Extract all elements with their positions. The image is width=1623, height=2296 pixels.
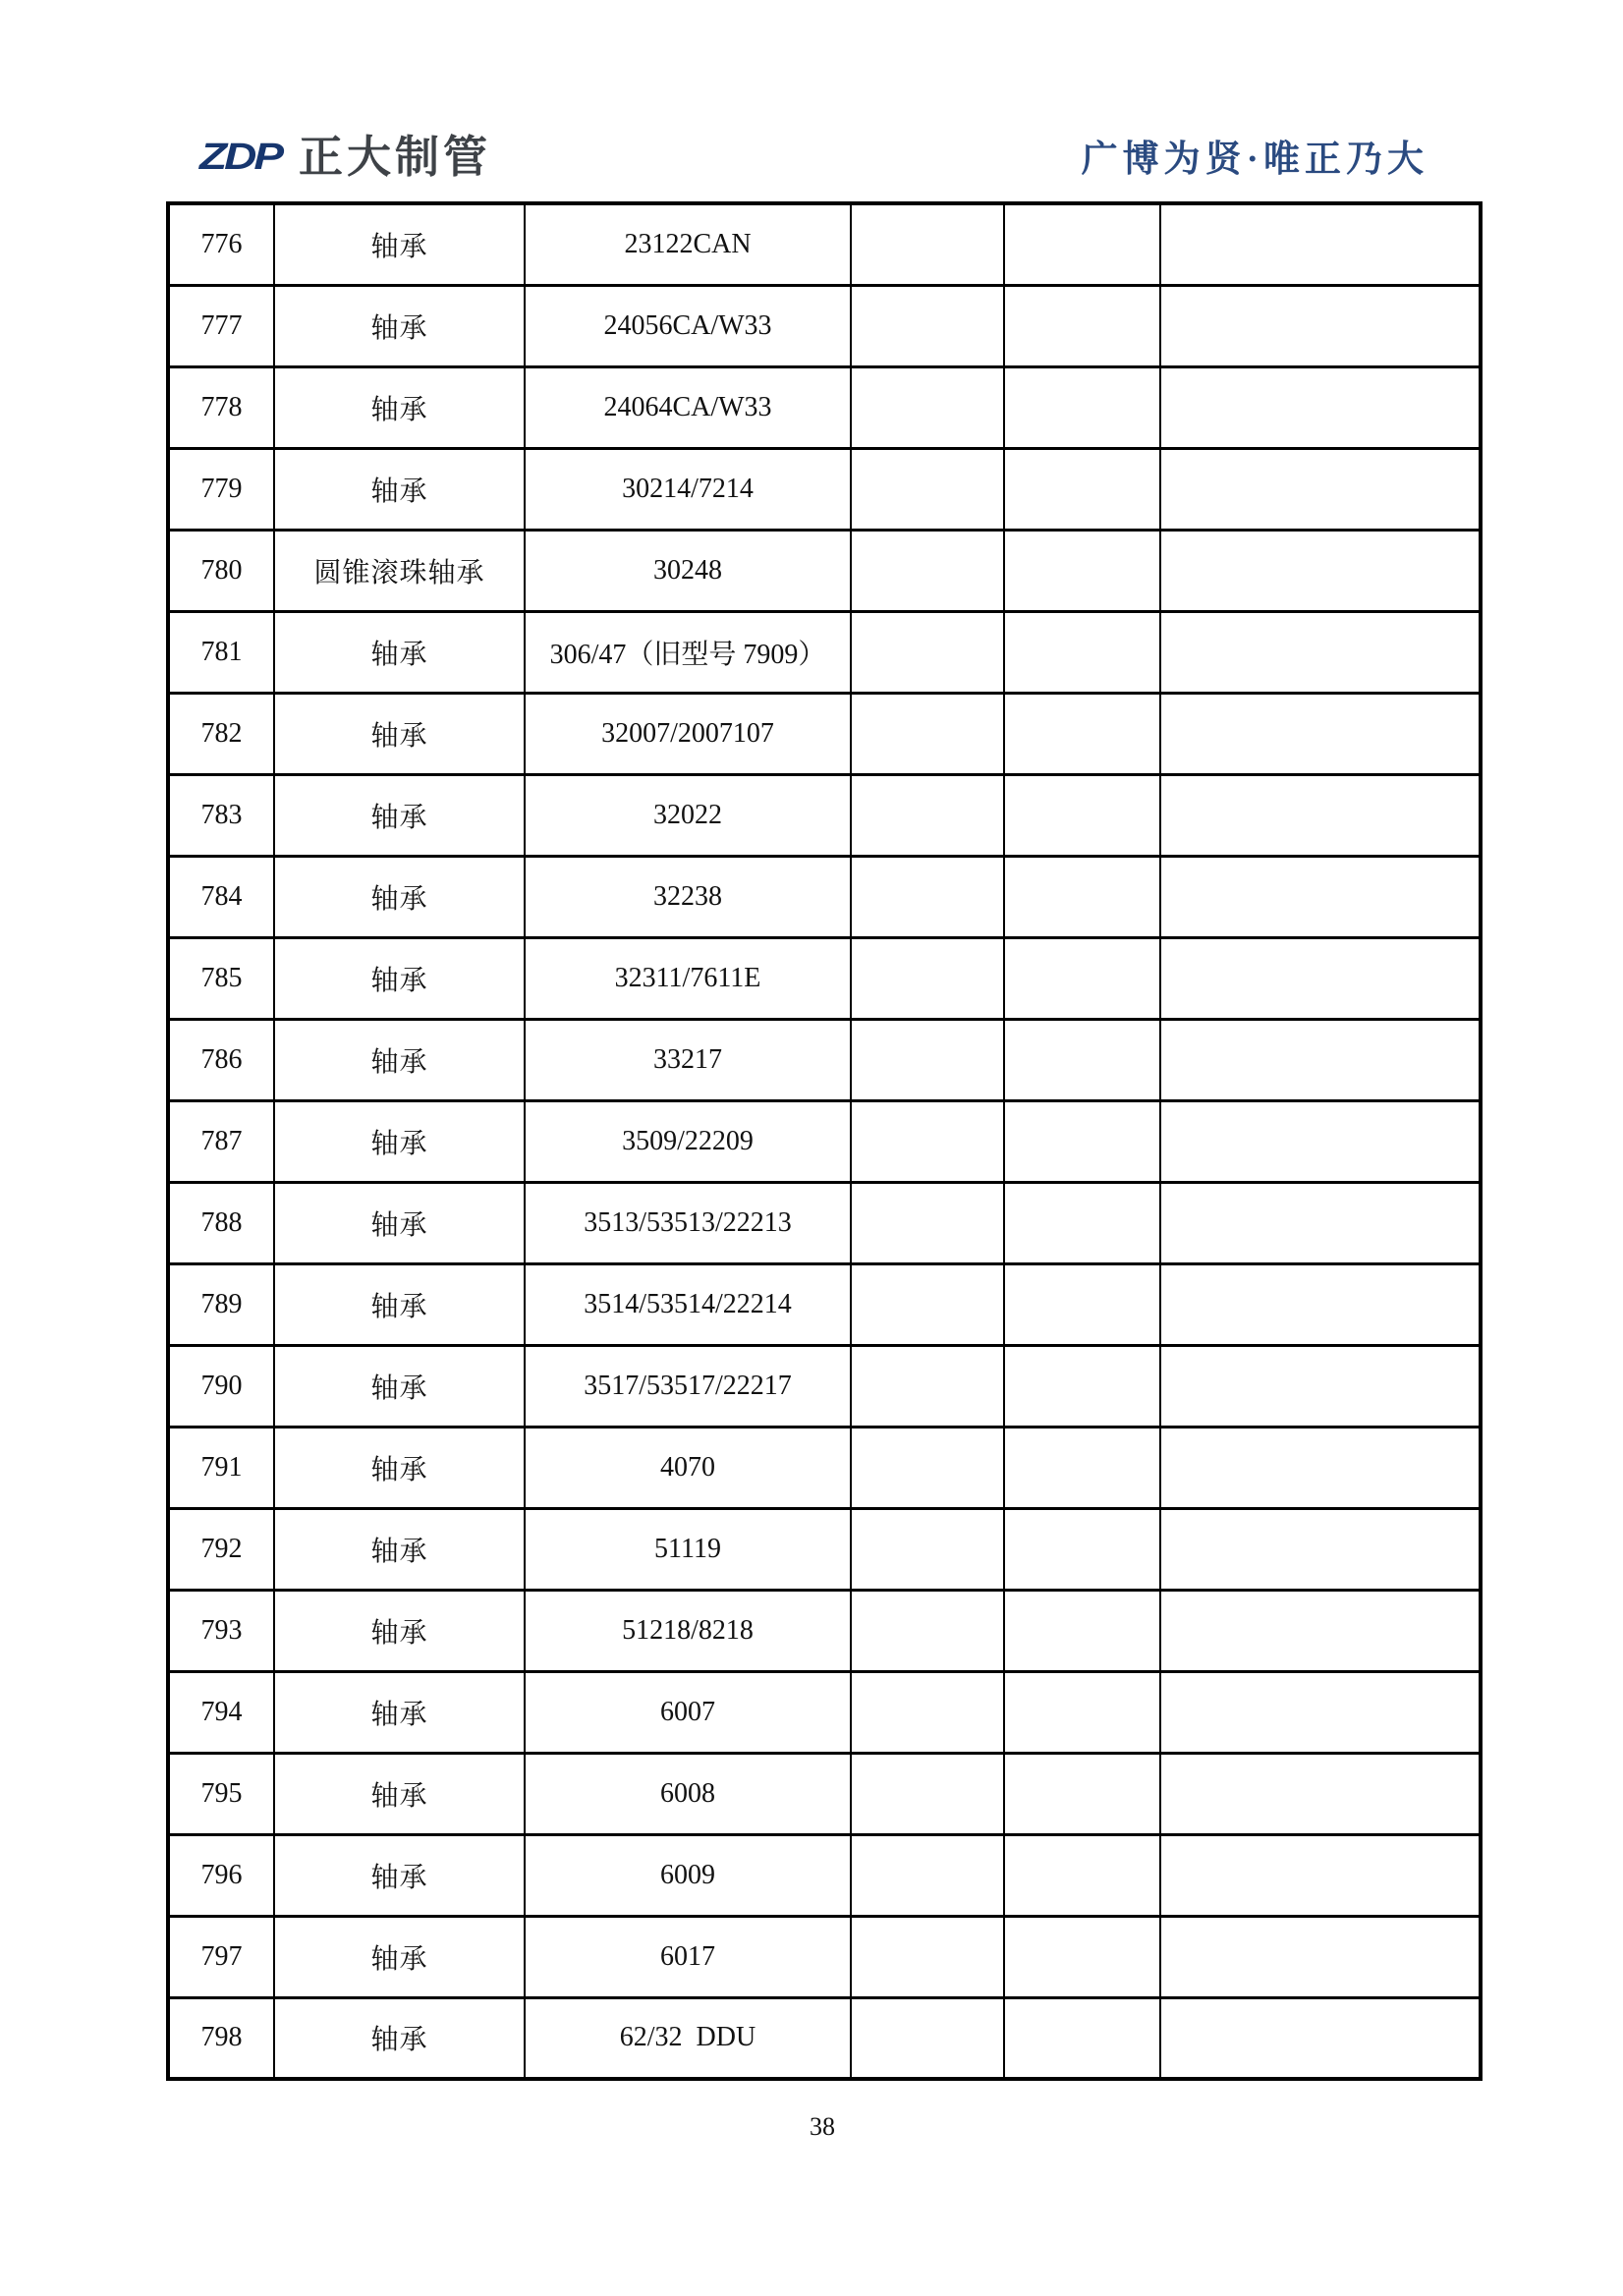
cell-index: 791 [168, 1427, 274, 1508]
cell-empty-2 [1004, 611, 1160, 693]
cell-empty-1 [851, 1019, 1004, 1100]
table-row [168, 1834, 1481, 1916]
cell-empty-2 [1004, 1427, 1160, 1508]
cell-empty-3 [1160, 1671, 1481, 1753]
cell-part-name: 轴承 [274, 1427, 525, 1508]
cell-model: 306/47（旧型号 7909） [525, 611, 851, 693]
cell-empty-1 [851, 937, 1004, 1019]
cell-empty-3 [1160, 693, 1481, 774]
cell-empty-2 [1004, 1182, 1160, 1263]
table-row [168, 1916, 1481, 1997]
cell-empty-3 [1160, 448, 1481, 530]
table-row [168, 285, 1481, 366]
cell-index: 798 [168, 1997, 274, 2079]
cell-empty-2 [1004, 366, 1160, 448]
cell-empty-2 [1004, 1671, 1160, 1753]
cell-index: 786 [168, 1019, 274, 1100]
cell-model: 3513/53513/22213 [525, 1182, 851, 1263]
cell-model: 6009 [525, 1834, 851, 1916]
cell-index: 792 [168, 1508, 274, 1590]
table-row [168, 1590, 1481, 1671]
cell-part-name: 轴承 [274, 774, 525, 856]
cell-part-name: 轴承 [274, 937, 525, 1019]
cell-part-name: 轴承 [274, 448, 525, 530]
cell-part-name: 轴承 [274, 1834, 525, 1916]
cell-empty-3 [1160, 1997, 1481, 2079]
cell-index: 782 [168, 693, 274, 774]
table-row [168, 1182, 1481, 1263]
cell-empty-3 [1160, 774, 1481, 856]
cell-part-name: 轴承 [274, 1100, 525, 1182]
page-header [199, 128, 491, 185]
table-row [168, 611, 1481, 693]
cell-model: 32311/7611E [525, 937, 851, 1019]
cell-empty-2 [1004, 1916, 1160, 1997]
cell-empty-1 [851, 611, 1004, 693]
cell-index: 783 [168, 774, 274, 856]
cell-empty-3 [1160, 1019, 1481, 1100]
cell-empty-3 [1160, 1345, 1481, 1427]
table-row [168, 856, 1481, 937]
cell-empty-2 [1004, 203, 1160, 285]
table-row [168, 1100, 1481, 1182]
cell-empty-3 [1160, 937, 1481, 1019]
cell-part-name: 轴承 [274, 285, 525, 366]
cell-model: 32007/2007107 [525, 693, 851, 774]
cell-empty-3 [1160, 366, 1481, 448]
cell-index: 789 [168, 1263, 274, 1345]
cell-empty-1 [851, 693, 1004, 774]
cell-empty-1 [851, 1100, 1004, 1182]
cell-part-name: 轴承 [274, 1263, 525, 1345]
cell-model: 62/32 DDU [525, 1997, 851, 2079]
cell-empty-2 [1004, 448, 1160, 530]
cell-empty-2 [1004, 1590, 1160, 1671]
cell-empty-2 [1004, 1263, 1160, 1345]
cell-model: 3514/53514/22214 [525, 1263, 851, 1345]
table-row [168, 530, 1481, 611]
table-row [168, 1671, 1481, 1753]
parts-table-body [168, 203, 1481, 2079]
cell-index: 777 [168, 285, 274, 366]
cell-empty-3 [1160, 1916, 1481, 1997]
cell-part-name: 轴承 [274, 1182, 525, 1263]
parts-table [166, 201, 1483, 2081]
company-name: 正大制管 [299, 131, 492, 182]
cell-model: 30214/7214 [525, 448, 851, 530]
cell-index: 779 [168, 448, 274, 530]
cell-index: 796 [168, 1834, 274, 1916]
cell-model: 51218/8218 [525, 1590, 851, 1671]
cell-empty-2 [1004, 1834, 1160, 1916]
cell-empty-3 [1160, 856, 1481, 937]
cell-empty-1 [851, 1182, 1004, 1263]
cell-empty-3 [1160, 1182, 1481, 1263]
cell-empty-1 [851, 1508, 1004, 1590]
table-row [168, 693, 1481, 774]
cell-empty-1 [851, 1671, 1004, 1753]
cell-index: 778 [168, 366, 274, 448]
cell-empty-1 [851, 366, 1004, 448]
company-slogan: 广博为贤·唯正乃大 [1081, 140, 1428, 180]
cell-index: 785 [168, 937, 274, 1019]
table-row [168, 366, 1481, 448]
cell-model: 33217 [525, 1019, 851, 1100]
table-row [168, 203, 1481, 285]
cell-part-name: 轴承 [274, 1671, 525, 1753]
table-row [168, 1427, 1481, 1508]
table-row [168, 937, 1481, 1019]
cell-empty-2 [1004, 1997, 1160, 2079]
cell-part-name: 轴承 [274, 1916, 525, 1997]
cell-empty-1 [851, 1345, 1004, 1427]
cell-model: 3517/53517/22217 [525, 1345, 851, 1427]
cell-model: 30248 [525, 530, 851, 611]
table-row [168, 1508, 1481, 1590]
table-row [168, 1997, 1481, 2079]
page-number: 38 [810, 2112, 835, 2141]
table-row [168, 1263, 1481, 1345]
table-row [168, 1753, 1481, 1834]
cell-index: 781 [168, 611, 274, 693]
cell-empty-1 [851, 1834, 1004, 1916]
cell-empty-1 [851, 1427, 1004, 1508]
cell-part-name: 轴承 [274, 611, 525, 693]
cell-index: 793 [168, 1590, 274, 1671]
cell-index: 794 [168, 1671, 274, 1753]
cell-part-name: 轴承 [274, 203, 525, 285]
table-row [168, 448, 1481, 530]
cell-empty-2 [1004, 1019, 1160, 1100]
cell-empty-3 [1160, 1590, 1481, 1671]
cell-empty-2 [1004, 1508, 1160, 1590]
cell-empty-1 [851, 203, 1004, 285]
cell-model: 51119 [525, 1508, 851, 1590]
cell-part-name: 轴承 [274, 856, 525, 937]
cell-empty-1 [851, 285, 1004, 366]
cell-empty-1 [851, 1916, 1004, 1997]
cell-part-name: 轴承 [274, 366, 525, 448]
cell-empty-1 [851, 1263, 1004, 1345]
cell-empty-2 [1004, 774, 1160, 856]
zdp-logo: ZDP [199, 135, 281, 178]
cell-empty-3 [1160, 1100, 1481, 1182]
cell-empty-3 [1160, 611, 1481, 693]
cell-empty-2 [1004, 285, 1160, 366]
table-row [168, 1019, 1481, 1100]
cell-index: 776 [168, 203, 274, 285]
cell-part-name: 轴承 [274, 1590, 525, 1671]
cell-part-name: 轴承 [274, 1753, 525, 1834]
table-row [168, 1345, 1481, 1427]
cell-empty-3 [1160, 1753, 1481, 1834]
cell-empty-3 [1160, 203, 1481, 285]
cell-model: 24056CA/W33 [525, 285, 851, 366]
cell-part-name: 圆锥滚珠轴承 [274, 530, 525, 611]
cell-model: 6008 [525, 1753, 851, 1834]
cell-model: 3509/22209 [525, 1100, 851, 1182]
cell-index: 784 [168, 856, 274, 937]
cell-empty-2 [1004, 530, 1160, 611]
cell-empty-3 [1160, 1263, 1481, 1345]
cell-empty-3 [1160, 1427, 1481, 1508]
cell-part-name: 轴承 [274, 1019, 525, 1100]
cell-model: 32022 [525, 774, 851, 856]
cell-empty-3 [1160, 1834, 1481, 1916]
cell-model: 32238 [525, 856, 851, 937]
cell-model: 6007 [525, 1671, 851, 1753]
cell-index: 788 [168, 1182, 274, 1263]
cell-empty-1 [851, 530, 1004, 611]
cell-index: 780 [168, 530, 274, 611]
cell-index: 790 [168, 1345, 274, 1427]
cell-empty-2 [1004, 1100, 1160, 1182]
cell-empty-1 [851, 1753, 1004, 1834]
cell-part-name: 轴承 [274, 693, 525, 774]
cell-model: 24064CA/W33 [525, 366, 851, 448]
cell-model: 23122CAN [525, 203, 851, 285]
cell-index: 787 [168, 1100, 274, 1182]
cell-empty-3 [1160, 285, 1481, 366]
cell-index: 797 [168, 1916, 274, 1997]
cell-empty-3 [1160, 1508, 1481, 1590]
cell-empty-1 [851, 1997, 1004, 2079]
cell-empty-1 [851, 448, 1004, 530]
cell-empty-3 [1160, 530, 1481, 611]
cell-model: 6017 [525, 1916, 851, 1997]
cell-empty-1 [851, 774, 1004, 856]
cell-empty-2 [1004, 856, 1160, 937]
cell-index: 795 [168, 1753, 274, 1834]
cell-empty-2 [1004, 693, 1160, 774]
cell-empty-2 [1004, 1753, 1160, 1834]
cell-empty-1 [851, 1590, 1004, 1671]
cell-part-name: 轴承 [274, 1345, 525, 1427]
cell-model: 4070 [525, 1427, 851, 1508]
cell-empty-1 [851, 856, 1004, 937]
cell-empty-2 [1004, 937, 1160, 1019]
cell-empty-2 [1004, 1345, 1160, 1427]
cell-part-name: 轴承 [274, 1508, 525, 1590]
cell-part-name: 轴承 [274, 1997, 525, 2079]
table-row [168, 774, 1481, 856]
